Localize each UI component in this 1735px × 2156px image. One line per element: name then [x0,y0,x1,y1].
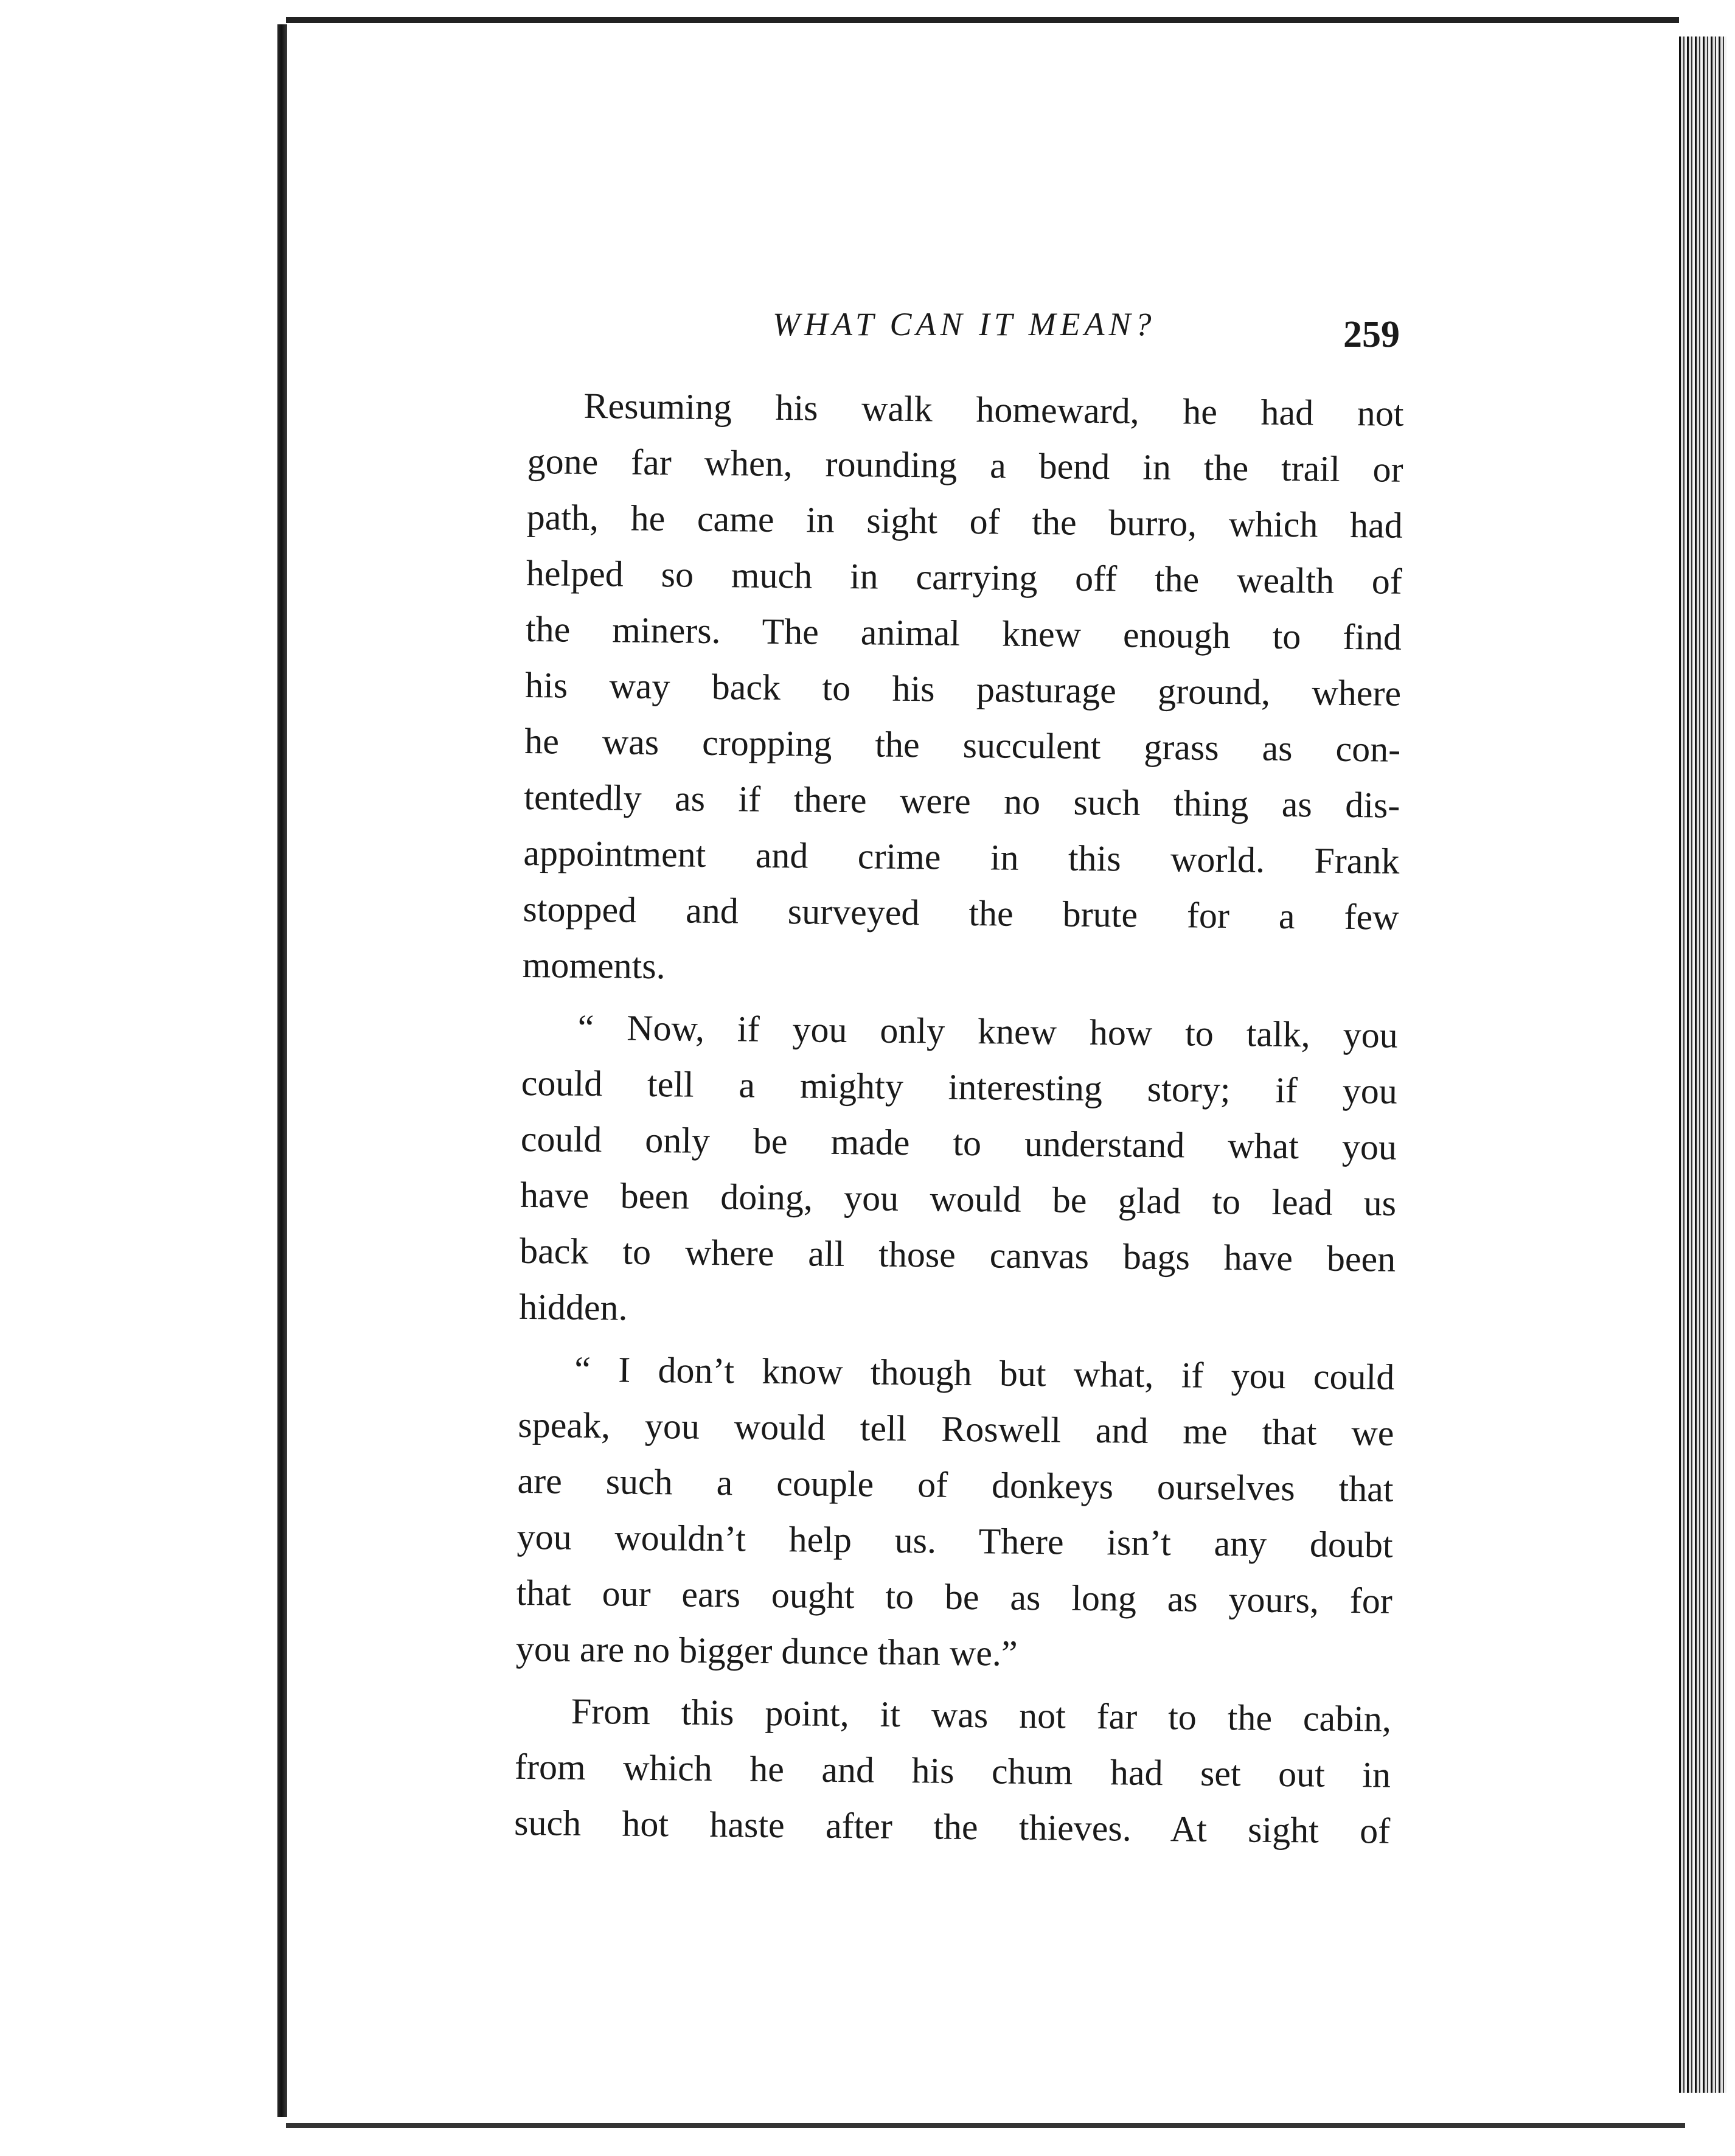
body-text [514,377,1404,1865]
text-line: gone far when, rounding a bend in the trail or [527,440,1403,490]
text-line: “ Now, if you only knew how to talk, you [577,1007,1398,1055]
text-line: Resuming his walk homeward, he had not [583,385,1404,434]
text-line: have been doing, you would be glad to lead us [520,1174,1397,1223]
text-line: he was cropping the succulent grass as con- [524,720,1401,770]
text-line: path, he came in sight of the burro, which had [526,496,1403,546]
page-number: 259 [1343,314,1400,355]
text-line: moments. [522,944,666,987]
running-head: WHAT CAN IT MEAN? [773,306,1156,343]
page-bottom-edge [286,2123,1685,2128]
text-line: such hot haste after the thieves. At sight of [513,1802,1391,1851]
text-line: could tell a mighty interesting story; if you [521,1062,1398,1111]
text-line: could only be made to understand what you [520,1118,1397,1167]
text-line: stopped and surveyed the brute for a few [523,888,1399,937]
paragraph-2 [519,999,1398,1343]
page-top-edge [286,17,1679,23]
text-line: appointment and crime in this world. Frank [523,832,1400,882]
text-line: tentedly as if there were no such thing as dis- [524,776,1400,826]
book-gutter [277,24,287,2117]
text-line: back to where all those canvas bags have been [519,1230,1396,1279]
text-line: hidden. [519,1286,628,1328]
paragraph-1 [522,377,1404,1001]
text-line: his way back to his pasturage ground, where [524,664,1402,714]
text-line: the miners. The animal knew enough to find [525,608,1402,658]
text-line: are such a couple of donkeys ourselves that [517,1460,1394,1509]
paragraph-3 [515,1341,1394,1685]
text-line: speak, you would tell Roswell and me that we [518,1404,1394,1453]
text-line: From this point, it was not far to the cabin, [571,1691,1392,1739]
text-line: helped so much in carrying off the wealth of [526,552,1403,602]
left-blank-page [0,0,281,2156]
text-line: from which he and his chum had set out in [514,1746,1391,1795]
text-line: that our ears ought to be as long as yours, for [516,1572,1393,1621]
paragraph-4 [514,1683,1392,1859]
text-line: you are no bigger dunce than we.” [515,1628,1018,1674]
page-stack-edges [1679,37,1726,2093]
text-line: “ I don’t know though but what, if you could [574,1349,1395,1397]
text-line: you wouldn’t help us. There isn’t any doubt [516,1516,1393,1565]
